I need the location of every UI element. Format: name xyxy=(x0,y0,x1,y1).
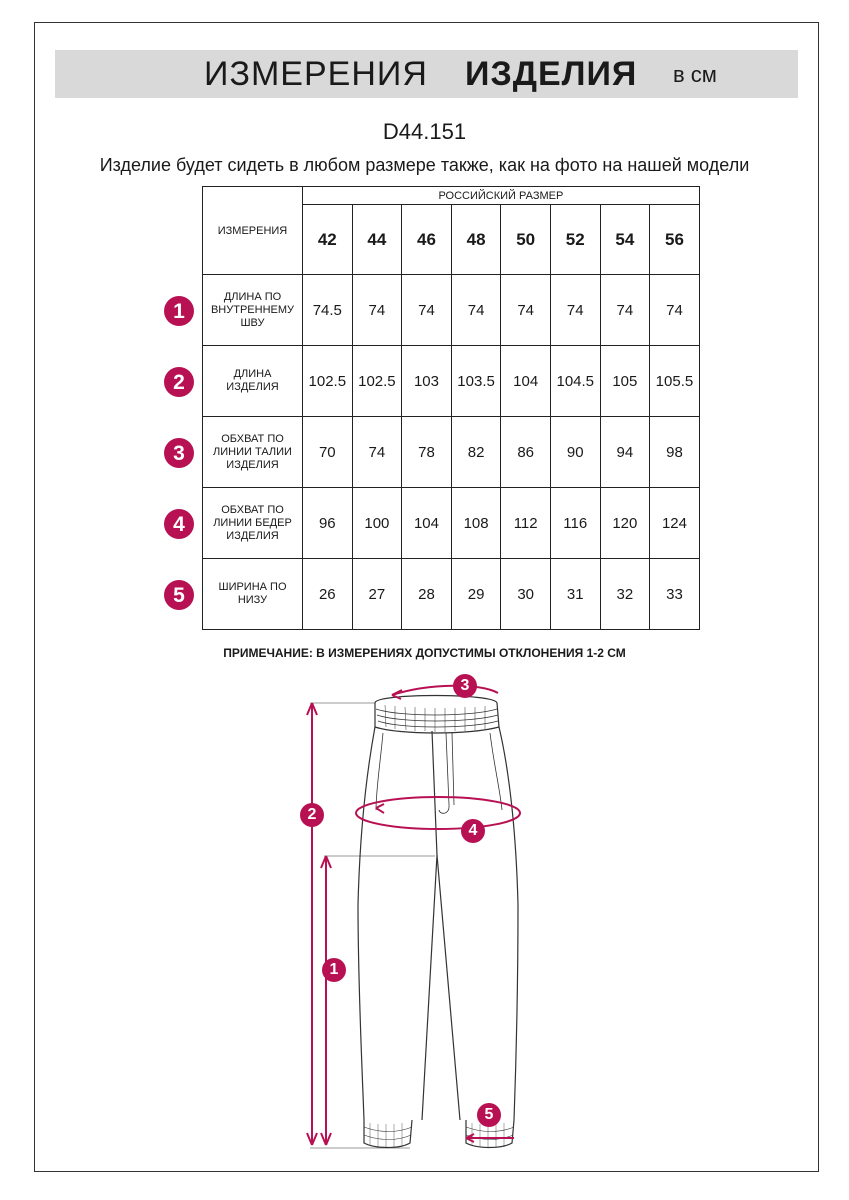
row-number-marker: 2 xyxy=(164,367,194,397)
measurement-value: 30 xyxy=(501,559,551,630)
measurements-header: ИЗМЕРЕНИЯ xyxy=(203,187,303,275)
diagram-marker-hips: 4 xyxy=(461,819,485,843)
measurement-label-line: ИЗДЕЛИЯ xyxy=(226,529,279,542)
title-bold: ИЗДЕЛИЯ xyxy=(465,55,638,93)
size-header-cell: 44 xyxy=(352,205,402,275)
diagram-marker-hem: 5 xyxy=(477,1103,501,1127)
measurement-label-line: ВНУТРЕННЕМУ xyxy=(210,303,295,316)
size-header-cell: 52 xyxy=(550,205,600,275)
table-row xyxy=(203,488,700,559)
trousers-diagram xyxy=(280,665,580,1165)
measurement-value: 27 xyxy=(352,559,402,630)
measurement-label xyxy=(203,417,303,488)
measurement-label xyxy=(203,275,303,346)
measurement-value: 26 xyxy=(303,559,353,630)
measurement-value: 74 xyxy=(600,275,650,346)
measurement-label-line: ШИРИНА ПО xyxy=(218,581,287,593)
measurement-label-line: ИЗДЕЛИЯ xyxy=(226,381,279,393)
measurement-value: 70 xyxy=(303,417,353,488)
measurement-value: 105.5 xyxy=(650,346,700,417)
measurement-value: 86 xyxy=(501,417,551,488)
measurement-value: 116 xyxy=(550,488,600,559)
measurement-value: 98 xyxy=(650,417,700,488)
measurement-label xyxy=(203,346,303,417)
measurement-value: 104 xyxy=(501,346,551,417)
measurement-value: 94 xyxy=(600,417,650,488)
row-number-marker: 4 xyxy=(164,509,194,539)
diagram-marker-full-length: 2 xyxy=(300,803,324,827)
measurement-value: 74 xyxy=(451,275,501,346)
measurement-value: 28 xyxy=(402,559,452,630)
title-regular: ИЗМЕРЕНИЯ xyxy=(204,55,428,93)
measurement-value: 74 xyxy=(650,275,700,346)
size-header-cell: 48 xyxy=(451,205,501,275)
measurement-value: 29 xyxy=(451,559,501,630)
measurement-label-line: ДЛИНА ПО xyxy=(223,290,282,303)
row-number-marker: 1 xyxy=(164,296,194,326)
size-header-cell: 56 xyxy=(650,205,700,275)
measurement-value: 104.5 xyxy=(550,346,600,417)
size-header-cell: 42 xyxy=(303,205,353,275)
measurement-value: 82 xyxy=(451,417,501,488)
size-header-cell: 46 xyxy=(402,205,452,275)
measurement-value: 90 xyxy=(550,417,600,488)
left-leg-outline xyxy=(358,727,375,1120)
size-header-cell: 54 xyxy=(600,205,650,275)
measurement-label-line: НИЗУ xyxy=(237,594,268,606)
measurement-label-line: ИЗДЕЛИЯ xyxy=(226,458,279,471)
waist-arrow xyxy=(392,686,498,695)
table-row xyxy=(203,417,700,488)
table-row xyxy=(203,346,700,417)
title-unit: в см xyxy=(673,62,717,87)
measurement-label-line: ОБХВАТ ПО xyxy=(221,503,284,516)
size-group-header: РОССИЙСКИЙ РАЗМЕР xyxy=(303,187,700,205)
product-code: D44.151 xyxy=(382,119,467,144)
measurement-value: 31 xyxy=(550,559,600,630)
diagram-marker-waist: 3 xyxy=(453,674,477,698)
left-cuff xyxy=(364,1120,412,1148)
measurement-label-line: ШВУ xyxy=(240,316,265,329)
measurement-value: 102.5 xyxy=(352,346,402,417)
table-row xyxy=(203,275,700,346)
measurement-value: 96 xyxy=(303,488,353,559)
measurement-label-line: ОБХВАТ ПО xyxy=(221,432,284,445)
measurement-label-line: ДЛИНА xyxy=(233,368,272,380)
measurement-value: 78 xyxy=(402,417,452,488)
measurement-value: 102.5 xyxy=(303,346,353,417)
measurement-value: 74.5 xyxy=(303,275,353,346)
measurement-value: 32 xyxy=(600,559,650,630)
measurement-value: 74 xyxy=(352,275,402,346)
row-number-marker: 3 xyxy=(164,438,194,468)
measurement-value: 74 xyxy=(550,275,600,346)
measurement-value: 74 xyxy=(402,275,452,346)
size-table xyxy=(202,186,700,630)
measurement-label-line: ЛИНИИ БЕДЕР xyxy=(213,516,292,529)
size-header-cell: 50 xyxy=(501,205,551,275)
measurement-value: 74 xyxy=(352,417,402,488)
measurement-value: 74 xyxy=(501,275,551,346)
measurement-value: 100 xyxy=(352,488,402,559)
subtitle: Изделие будет сидеть в любом размере также, как на фото на нашей модели xyxy=(99,155,750,175)
tolerance-note: ПРИМЕЧАНИЕ: В ИЗМЕРЕНИЯХ ДОПУСТИМЫ ОТКЛОНЕНИЯ 1-2 СМ xyxy=(223,646,626,660)
row-number-marker: 5 xyxy=(164,580,194,610)
measurement-value: 103.5 xyxy=(451,346,501,417)
measurement-value: 105 xyxy=(600,346,650,417)
hip-ellipse xyxy=(356,797,520,829)
measurement-value: 124 xyxy=(650,488,700,559)
table-row xyxy=(203,559,700,630)
measurement-label xyxy=(203,559,303,630)
measurement-value: 33 xyxy=(650,559,700,630)
measurement-value: 112 xyxy=(501,488,551,559)
measurement-value: 120 xyxy=(600,488,650,559)
measurement-value: 108 xyxy=(451,488,501,559)
measurement-value: 103 xyxy=(402,346,452,417)
measurement-value: 104 xyxy=(402,488,452,559)
measurement-label-line: ЛИНИИ ТАЛИИ xyxy=(213,445,292,458)
measurement-label xyxy=(203,488,303,559)
diagram-marker-inseam: 1 xyxy=(322,958,346,982)
right-leg-outline xyxy=(499,727,518,1120)
